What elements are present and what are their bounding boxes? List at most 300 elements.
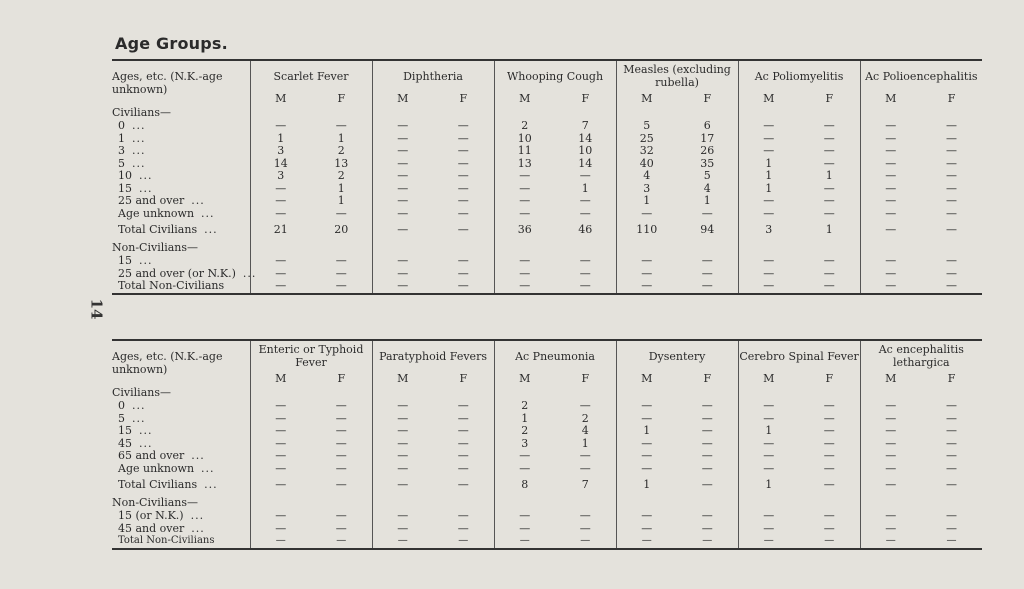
empty-cell <box>738 105 799 120</box>
empty-cell <box>372 495 433 510</box>
empty-cell <box>494 105 555 120</box>
value-cell: — <box>250 120 311 133</box>
value-cell: — <box>250 183 311 196</box>
value-cell: — <box>457 424 469 438</box>
value-cell: — <box>701 521 713 535</box>
value-cell: — <box>457 279 469 293</box>
value-cell: 40 <box>616 158 677 171</box>
value-cell: 1 <box>738 425 799 438</box>
value-cell: — <box>250 255 311 268</box>
table-row <box>112 170 982 183</box>
row-label <box>112 120 250 133</box>
row-label <box>112 400 250 413</box>
row-label-text: Age unknown <box>118 461 195 475</box>
value-cell: — <box>335 254 347 268</box>
value-cell: 2 <box>494 400 555 413</box>
value-cell: — <box>860 450 921 463</box>
empty-cell <box>616 495 677 510</box>
value-cell: — <box>860 523 921 536</box>
value-cell: — <box>616 280 677 294</box>
female-header: F <box>825 91 834 105</box>
female-header: F <box>825 371 834 385</box>
value-cell: — <box>946 119 958 133</box>
value-cell: — <box>702 535 713 547</box>
row-label-text: 5 <box>118 411 125 425</box>
value-cell: — <box>946 169 958 183</box>
empty-cell <box>799 385 860 400</box>
value-cell: — <box>372 255 433 268</box>
female-header: F <box>459 371 468 385</box>
value-cell: — <box>824 535 835 547</box>
row-label <box>112 510 250 523</box>
value-cell: — <box>372 170 433 183</box>
male-header: M <box>860 91 921 105</box>
empty-cell <box>921 495 982 510</box>
header-row <box>112 60 982 91</box>
row-label-text: 45 <box>118 436 132 450</box>
value-cell: 1 <box>337 181 345 195</box>
value-cell: 94 <box>700 223 715 236</box>
value-cell: 1 <box>581 436 589 450</box>
value-cell: — <box>616 208 677 221</box>
value-cell: — <box>250 208 311 221</box>
value-cell: — <box>946 521 958 535</box>
value-cell: — <box>946 461 958 475</box>
value-cell: — <box>494 523 555 536</box>
value-cell: 26 <box>700 144 715 158</box>
value-cell: — <box>860 413 921 426</box>
value-cell: — <box>860 158 921 171</box>
section-heading-row <box>112 105 982 120</box>
value-cell: — <box>372 280 433 294</box>
value-cell: 17 <box>700 131 715 145</box>
value-cell: — <box>823 478 835 491</box>
value-cell: — <box>860 255 921 268</box>
value-cell: — <box>946 535 957 547</box>
value-cell: — <box>738 280 799 294</box>
value-cell: — <box>946 194 958 208</box>
value-cell: — <box>823 156 835 170</box>
value-cell: — <box>823 254 835 268</box>
value-cell: — <box>616 510 677 523</box>
table-row <box>112 268 982 281</box>
value-cell: — <box>457 509 469 523</box>
value-cell: — <box>457 181 469 195</box>
value-cell: — <box>946 181 958 195</box>
value-cell: — <box>823 436 835 450</box>
row-label <box>112 280 250 294</box>
value-cell: — <box>946 436 958 450</box>
section-heading: Civilians— <box>112 386 171 399</box>
value-cell: — <box>457 194 469 208</box>
value-cell: 11 <box>494 145 555 158</box>
value-cell: 1 <box>825 223 833 236</box>
value-cell: — <box>579 461 591 475</box>
table-row <box>112 145 982 158</box>
value-cell: — <box>823 461 835 475</box>
female-header: F <box>337 371 346 385</box>
row-leader-dots: ... <box>139 169 153 183</box>
value-cell: — <box>494 183 555 196</box>
value-cell: — <box>860 170 921 183</box>
row-leader-dots: ... <box>139 254 153 268</box>
value-cell: 14 <box>578 131 593 145</box>
empty-cell <box>433 240 494 255</box>
value-cell: — <box>616 413 677 426</box>
value-cell: — <box>946 206 958 220</box>
empty-cell <box>372 240 433 255</box>
value-cell: — <box>372 195 433 208</box>
disease-header: Ac Poliomyelitis <box>738 60 860 91</box>
value-cell: — <box>946 509 958 523</box>
value-cell: — <box>616 450 677 463</box>
row-label <box>112 170 250 183</box>
value-cell: — <box>250 413 311 426</box>
value-cell: — <box>579 254 591 268</box>
row-leader-dots: ... <box>204 223 218 236</box>
row-label <box>112 463 250 476</box>
value-cell: 1 <box>738 475 799 495</box>
value-cell: — <box>250 535 311 549</box>
value-cell: 110 <box>616 220 677 240</box>
value-cell: — <box>823 194 835 208</box>
value-cell: — <box>494 268 555 281</box>
table-row <box>112 158 982 171</box>
value-cell: 6 <box>703 119 711 133</box>
value-cell: — <box>579 169 591 183</box>
value-cell: — <box>335 478 347 491</box>
value-cell: — <box>372 120 433 133</box>
header-row <box>112 340 982 371</box>
table-1-body <box>112 60 982 294</box>
value-cell: — <box>457 254 469 268</box>
value-cell: — <box>580 535 591 547</box>
value-cell: — <box>372 268 433 281</box>
value-cell: — <box>946 223 958 236</box>
empty-cell <box>555 495 616 510</box>
value-cell: 1 <box>738 158 799 171</box>
value-cell: — <box>946 266 958 280</box>
male-header: M <box>372 91 433 105</box>
row-label <box>112 523 250 536</box>
table-row <box>112 220 982 240</box>
row-label <box>112 195 250 208</box>
value-cell: — <box>616 268 677 281</box>
value-cell: 13 <box>334 156 349 170</box>
value-cell: 13 <box>494 158 555 171</box>
value-cell: 10 <box>494 133 555 146</box>
value-cell: — <box>457 223 469 236</box>
value-cell: — <box>372 535 433 549</box>
row-label <box>112 413 250 426</box>
value-cell: — <box>946 144 958 158</box>
male-header: M <box>738 371 799 385</box>
value-cell: — <box>250 268 311 281</box>
row-leader-dots: ... <box>201 206 215 220</box>
male-header: M <box>860 371 921 385</box>
value-cell: 14 <box>578 156 593 170</box>
table-row <box>112 133 982 146</box>
value-cell: — <box>579 521 591 535</box>
value-cell: — <box>860 220 921 240</box>
value-cell: — <box>738 413 799 426</box>
value-cell: 36 <box>494 220 555 240</box>
value-cell: — <box>616 438 677 451</box>
row-label-text: 45 and over <box>118 521 185 535</box>
value-cell: — <box>860 268 921 281</box>
page-title: Age Groups. <box>115 34 228 53</box>
value-cell: — <box>250 280 311 294</box>
row-label-text: 65 and over <box>118 449 185 463</box>
empty-cell <box>677 495 738 510</box>
value-cell: — <box>823 399 835 413</box>
value-cell: — <box>860 400 921 413</box>
value-cell: — <box>823 449 835 463</box>
row-leader-dots: ... <box>132 411 146 425</box>
value-cell: — <box>946 399 958 413</box>
empty-cell <box>616 240 677 255</box>
value-cell: — <box>457 266 469 280</box>
disease-header: Whooping Cough <box>494 60 616 91</box>
value-cell: — <box>616 400 677 413</box>
female-header: F <box>703 371 712 385</box>
row-label <box>112 450 250 463</box>
value-cell: — <box>823 509 835 523</box>
value-cell: — <box>823 279 835 293</box>
empty-cell <box>494 385 555 400</box>
empty-cell <box>372 385 433 400</box>
value-cell: — <box>701 509 713 523</box>
value-cell: — <box>738 208 799 221</box>
value-cell: — <box>494 208 555 221</box>
empty-cell <box>860 385 921 400</box>
empty-cell <box>433 105 494 120</box>
value-cell: 1 <box>703 194 711 208</box>
value-cell: — <box>372 145 433 158</box>
value-cell: — <box>823 266 835 280</box>
table-row <box>112 280 982 294</box>
table-row <box>112 438 982 451</box>
value-cell: — <box>457 169 469 183</box>
value-cell: — <box>494 535 555 549</box>
value-cell: — <box>701 399 713 413</box>
row-label-text: Total Civilians <box>118 223 198 236</box>
value-cell: — <box>250 463 311 476</box>
row-label <box>112 183 250 196</box>
value-cell: — <box>860 120 921 133</box>
row-label-text: Total Civilians <box>118 478 198 491</box>
value-cell: — <box>616 523 677 536</box>
section-heading-row <box>112 495 982 510</box>
row-label <box>112 220 250 240</box>
value-cell: — <box>860 183 921 196</box>
male-header: M <box>616 371 677 385</box>
empty-cell <box>311 495 372 510</box>
row-leader-dots: ... <box>191 449 205 463</box>
row-leader-dots: ... <box>132 131 146 145</box>
empty-cell <box>555 240 616 255</box>
value-cell: — <box>738 523 799 536</box>
male-header: M <box>250 91 311 105</box>
value-cell: — <box>250 510 311 523</box>
value-cell: — <box>457 478 469 491</box>
value-cell: 5 <box>703 169 711 183</box>
row-label <box>112 145 250 158</box>
value-cell: — <box>372 438 433 451</box>
empty-cell <box>555 105 616 120</box>
value-cell: — <box>860 475 921 495</box>
value-cell: 5 <box>616 120 677 133</box>
empty-cell <box>433 495 494 510</box>
empty-cell <box>616 105 677 120</box>
value-cell: — <box>335 206 347 220</box>
row-label-text: Age unknown <box>118 206 195 220</box>
value-cell: — <box>457 206 469 220</box>
table-row <box>112 400 982 413</box>
value-cell: 32 <box>616 145 677 158</box>
value-cell: — <box>579 194 591 208</box>
empty-cell <box>921 385 982 400</box>
table-2-body <box>112 340 982 549</box>
value-cell: — <box>738 450 799 463</box>
value-cell: — <box>860 145 921 158</box>
male-header: M <box>494 371 555 385</box>
disease-header: Cerebro Spinal Fever <box>738 340 860 371</box>
male-header: M <box>494 91 555 105</box>
value-cell: — <box>701 436 713 450</box>
value-cell: 1 <box>616 475 677 495</box>
disease-header: Scarlet Fever <box>250 60 372 91</box>
value-cell: — <box>335 449 347 463</box>
empty-cell <box>311 385 372 400</box>
age-label-header: Ages, etc. (N.K.-age unknown) <box>112 350 223 376</box>
value-cell: — <box>946 131 958 145</box>
empty-cell <box>677 385 738 400</box>
value-cell: 46 <box>578 223 593 236</box>
table-row <box>112 450 982 463</box>
value-cell: — <box>372 183 433 196</box>
value-cell: — <box>579 279 591 293</box>
value-cell: 3 <box>250 170 311 183</box>
value-cell: — <box>701 254 713 268</box>
section-heading: Non-Civilians— <box>112 496 199 509</box>
empty-cell <box>921 240 982 255</box>
value-cell: 1 <box>825 169 833 183</box>
value-cell: — <box>860 195 921 208</box>
row-label <box>112 266 257 281</box>
row-label <box>112 208 250 221</box>
value-cell: — <box>616 255 677 268</box>
value-cell: — <box>860 463 921 476</box>
empty-cell <box>250 105 311 120</box>
female-header: F <box>337 91 346 105</box>
row-label-text: 1 <box>118 131 125 145</box>
value-cell: — <box>494 195 555 208</box>
value-cell: — <box>372 475 433 495</box>
row-label <box>112 158 250 171</box>
empty-cell <box>799 240 860 255</box>
value-cell: 1 <box>616 425 677 438</box>
value-cell: — <box>494 450 555 463</box>
empty-cell <box>433 385 494 400</box>
table-row <box>112 523 982 536</box>
value-cell: 7 <box>581 119 589 133</box>
value-cell: — <box>738 463 799 476</box>
value-cell: — <box>579 206 591 220</box>
value-cell: — <box>738 268 799 281</box>
empty-cell <box>860 240 921 255</box>
value-cell: — <box>457 449 469 463</box>
value-cell: — <box>250 195 311 208</box>
value-cell: 3 <box>616 183 677 196</box>
row-leader-dots: ... <box>242 266 257 280</box>
value-cell: 2 <box>337 144 345 158</box>
empty-cell <box>616 385 677 400</box>
value-cell: — <box>372 133 433 146</box>
value-cell: — <box>250 475 311 495</box>
female-header: F <box>581 91 590 105</box>
value-cell: — <box>616 463 677 476</box>
value-cell: — <box>946 156 958 170</box>
value-cell: — <box>250 438 311 451</box>
empty-cell <box>311 240 372 255</box>
value-cell: 4 <box>581 424 589 438</box>
value-cell: — <box>457 436 469 450</box>
value-cell: — <box>457 131 469 145</box>
row-leader-dots: ... <box>191 521 205 535</box>
row-label-text: 0 <box>118 399 125 413</box>
value-cell: 1 <box>337 131 345 145</box>
value-cell: — <box>579 266 591 280</box>
value-cell: 1 <box>494 413 555 426</box>
section-heading: Civilians— <box>112 106 171 119</box>
value-cell: — <box>372 425 433 438</box>
value-cell: — <box>946 478 958 491</box>
empty-cell <box>372 105 433 120</box>
value-cell: — <box>372 463 433 476</box>
value-cell: — <box>372 450 433 463</box>
value-cell: — <box>457 399 469 413</box>
value-cell: 2 <box>337 169 345 183</box>
empty-cell <box>921 105 982 120</box>
row-leader-dots: ... <box>132 399 146 413</box>
value-cell: — <box>701 411 713 425</box>
value-cell: 10 <box>578 144 593 158</box>
value-cell: — <box>738 145 799 158</box>
section-heading-row <box>112 240 982 255</box>
value-cell: — <box>457 461 469 475</box>
value-cell: — <box>701 478 713 491</box>
disease-header: Diphtheria <box>372 60 494 91</box>
value-cell: — <box>250 425 311 438</box>
value-cell: — <box>335 119 347 133</box>
value-cell: — <box>946 449 958 463</box>
value-cell: — <box>335 266 347 280</box>
disease-header: Dysentery <box>616 340 738 371</box>
value-cell: — <box>823 144 835 158</box>
value-cell: — <box>494 255 555 268</box>
value-cell: 14 <box>250 158 311 171</box>
row-label-text: 15 <box>118 424 132 438</box>
row-leader-dots: ... <box>204 478 218 491</box>
male-header: M <box>616 91 677 105</box>
female-header: F <box>459 91 468 105</box>
empty-cell <box>799 495 860 510</box>
row-leader-dots: ... <box>191 194 205 208</box>
value-cell: 1 <box>581 181 589 195</box>
section-heading-row <box>112 385 982 400</box>
value-cell: — <box>250 450 311 463</box>
